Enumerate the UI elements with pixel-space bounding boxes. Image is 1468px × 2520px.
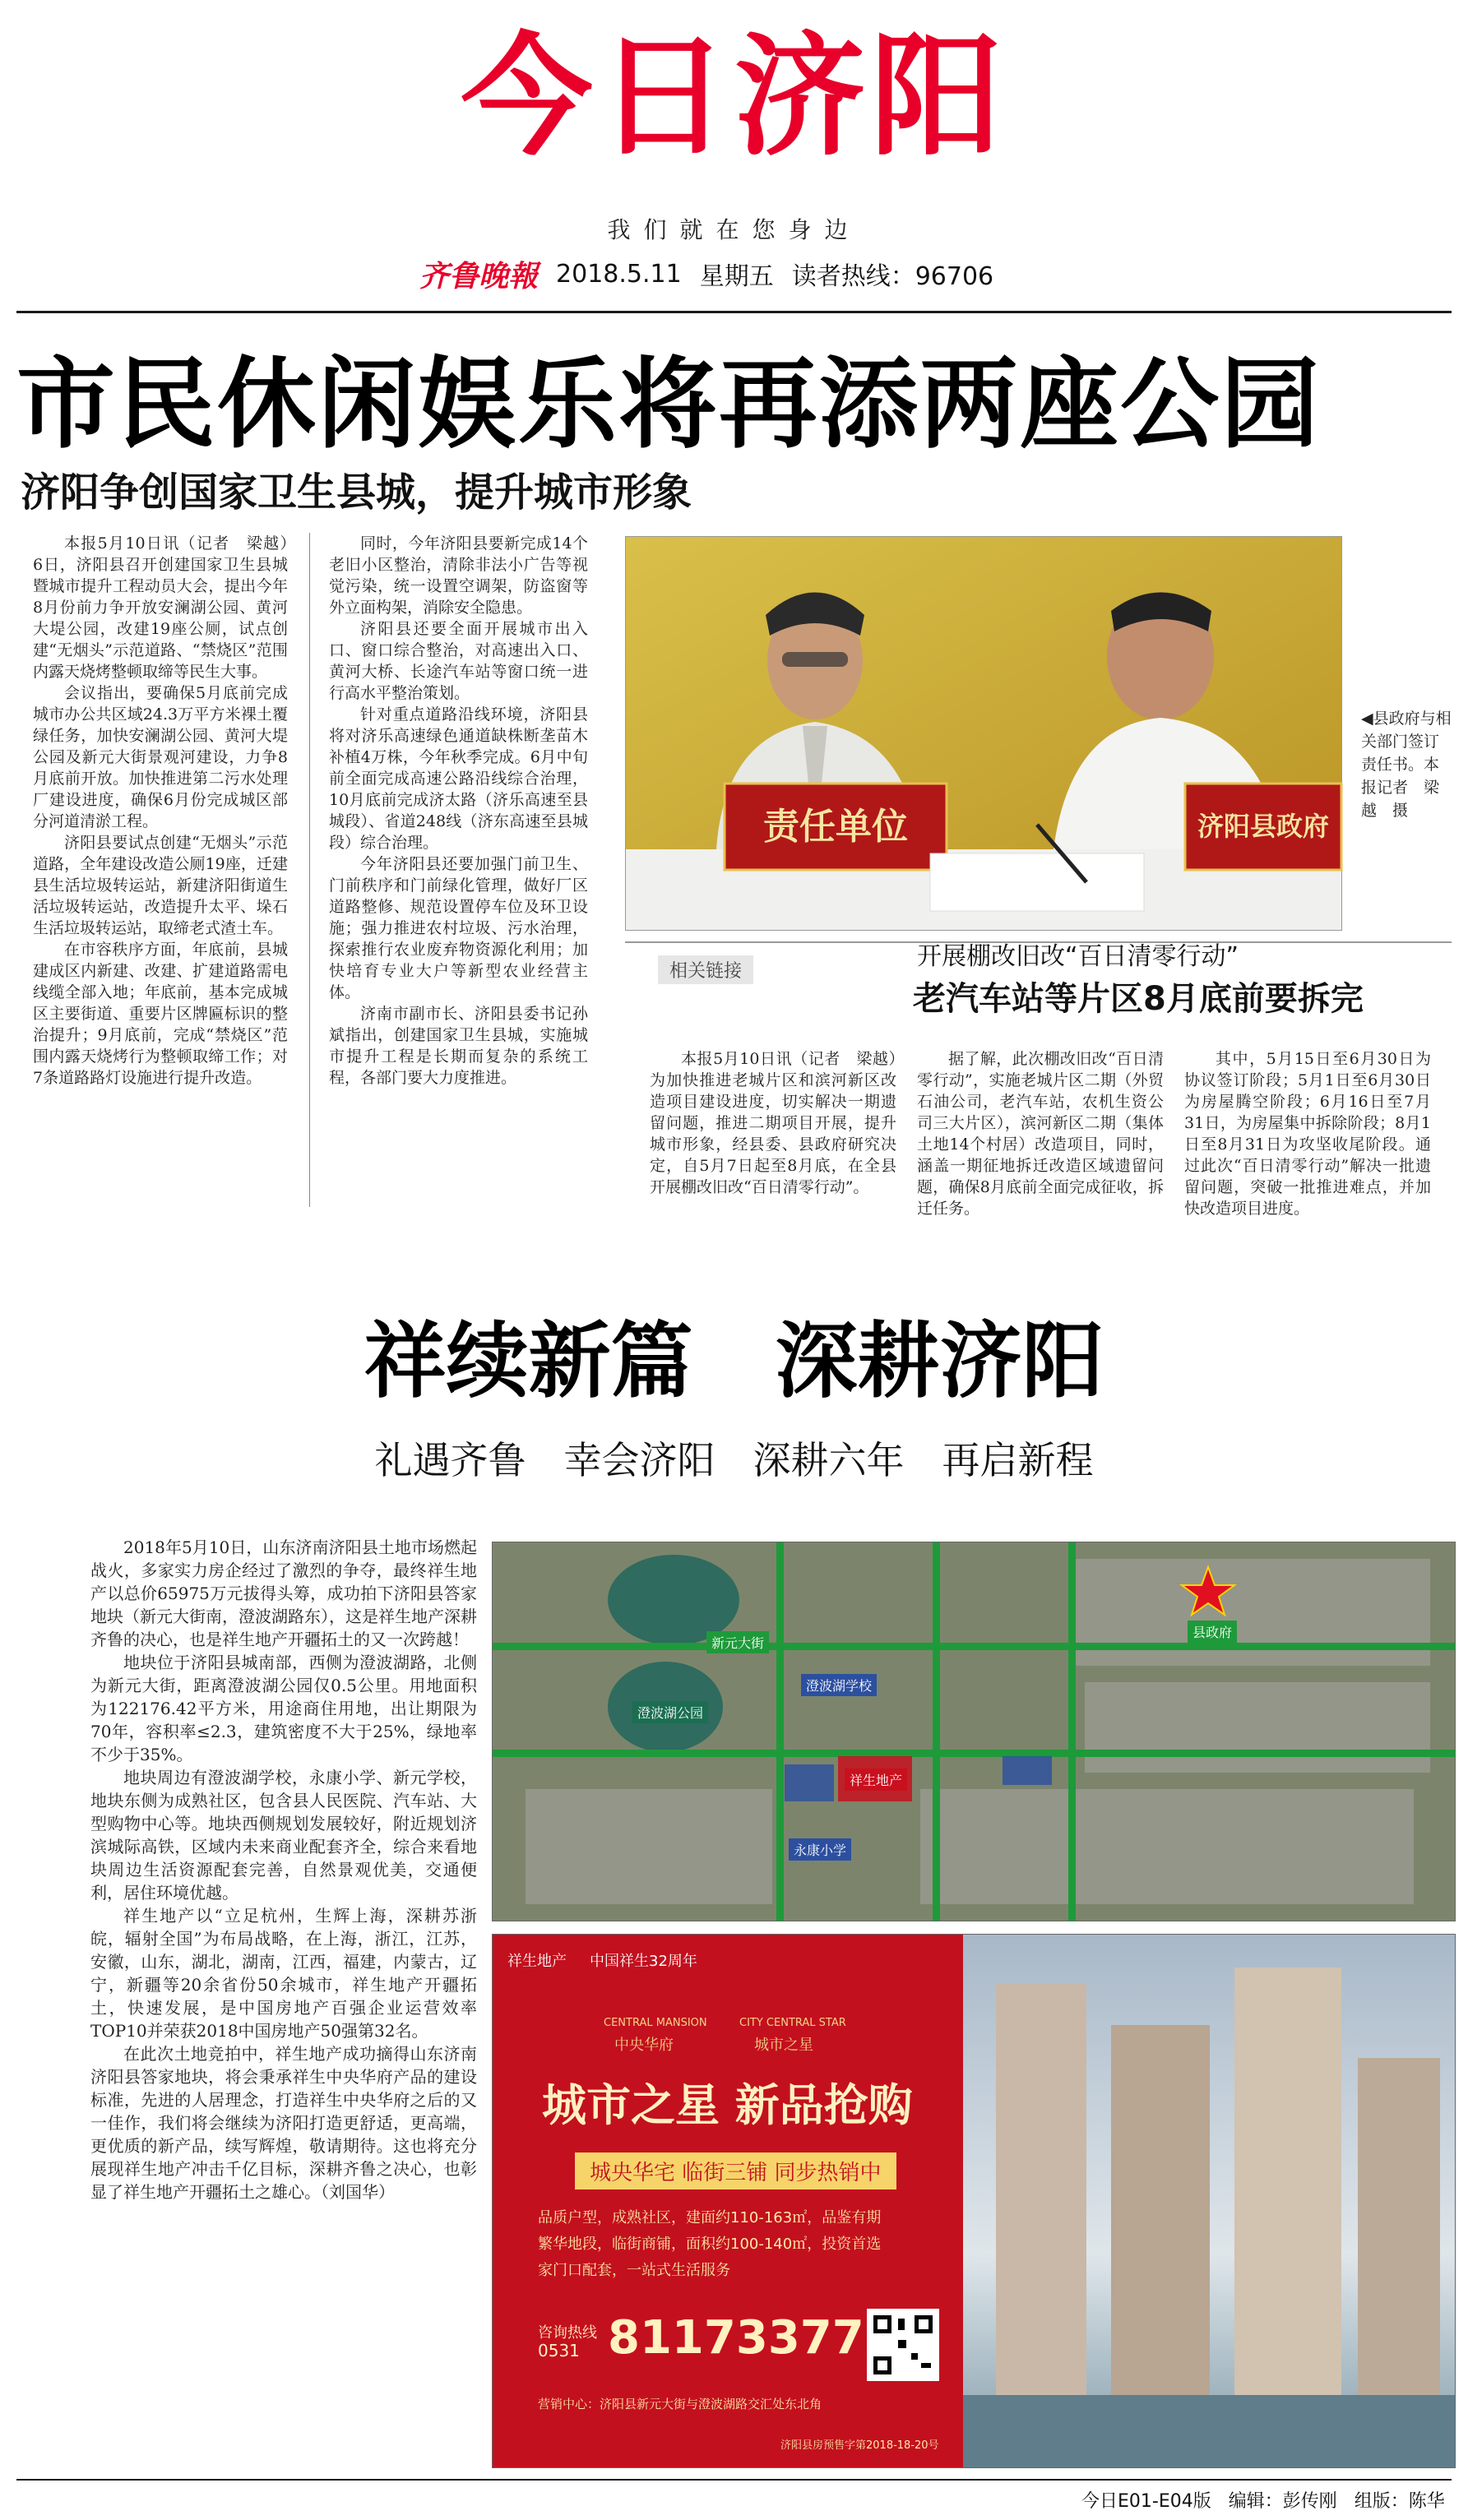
property-advertisement [492, 1934, 1456, 2468]
map-label-government: 县政府 [1188, 1621, 1237, 1643]
related-column-1 [650, 1048, 913, 1295]
paragraph: 在此次土地竞拍中，祥生地产成功摘得山东济南济阳县答家地块，将会秉承祥生中央华府产品的建设标准，先进的人居理念，打造祥生中央华府之后的又一佳作，我们将会继续为济阳打造更舒适，更高端，更优质的新产品，续写辉煌，敬请期待。这也将充分展现祥生地产冲击千亿目标，深耕齐鲁之决心，也彰显了祥生地产开疆拓土之雄心。（刘国华） [90, 2044, 477, 2202]
ad-address: 营销中心：济阳县新元大街与澄波湖路交汇处东北角 [538, 2397, 822, 2411]
ad-area-code: 0531 [538, 2341, 580, 2360]
related-kicker: 开展棚改旧改“百日清零行动” [917, 942, 1239, 971]
satellite-map-image [493, 1542, 1455, 1921]
related-column-2 [917, 1048, 1164, 1295]
ad-hotline-label: 咨询热线 [538, 2324, 597, 2342]
related-link-label: 相关链接 [658, 955, 753, 984]
footer-info [1081, 2487, 1445, 2513]
paragraph: 地块位于济阳县城南部，西侧为澄波湖路，北侧为新元大街，距离澄波湖公园仅0.5公里。用地面积为122176.42平方米，用途商住用地，出让期限为70年，容积率≤2.3，建筑密度不大于25%，绿地率不少于35%。 [90, 1653, 477, 1764]
paragraph: 济阳县要试点创建“无烟头”示范道路，全年建设改造公厕19座，迁建县生活垃圾转运站，新建济阳街道生活垃圾转运站，改造提升太平、垛石生活垃圾转运站，取缔老式渣土车。 [33, 834, 288, 937]
ad-license: 济阳县房预售字第2018-18-20号 [780, 2439, 939, 2452]
issue-weekday: 星期五 [699, 262, 774, 291]
qr-code [867, 2309, 939, 2381]
map-label-park: 澄波湖公园 [632, 1701, 708, 1723]
related-column-3 [1184, 1048, 1431, 1295]
ad-strip: 城央华宅 临街三铺 同步热销中 [575, 2152, 896, 2189]
ad-info-2: 繁华地段，临街商铺，面积约100-140㎡，投资首选 [538, 2236, 882, 2253]
signing-photo-image [626, 537, 1341, 930]
lead-headline: 市民休闲娱乐将再添两座公园 [16, 348, 1321, 462]
map-label-site: 祥生地产 [845, 1769, 907, 1791]
map-label-xinyuan-street: 新元大街 [706, 1631, 769, 1653]
column-divider [309, 533, 310, 1207]
paragraph: 其中，5月15日至6月30日为协议签订阶段；5月1日至6月30日为房屋腾空阶段；6月16日至7月31日，为房屋集中拆除阶段；8月1日至8月31日为攻坚收尾阶段。通过此次“百日清零行动”解决一批遗留问题，突破一批推进难点，并加快改造项目进度。 [1184, 1050, 1431, 1218]
footer-layout: 组版：陈华 [1354, 2491, 1445, 2512]
ad-building-render [963, 1935, 1455, 2467]
paragraph: 地块周边有澄波湖学校，永康小学、新元学校，地块东侧为成熟社区，包含县人民医院、汽车站、大型购物中心等。地块西侧规划发展较好，附近规划济滨城际高铁，区域内未来商业配套齐全，综合来看地块周边生活资源配套完善，自然景观优美，交通便利，居住环境优越。 [90, 1768, 477, 1903]
qr-code-image [870, 2312, 936, 2378]
paragraph: 济阳县还要全面开展城市出入口、窗口综合整治，对高速出入口、黄河大桥、长途汽车站等窗口统一进行高水平整治策划。 [329, 620, 588, 702]
map-label-school: 澄波湖学校 [801, 1674, 877, 1696]
footer-editor: 编辑：彭传刚 [1228, 2491, 1337, 2512]
masthead-title: 今日济阳 [461, 20, 1007, 173]
ad-phone-number: 81173377 [608, 2311, 864, 2365]
paragraph: 针对重点道路沿线环境，济阳县将对济乐高速绿色通道缺株断垄苗木补植4万株，今年秋季完成。6月中旬前全面完成高速公路沿线综合治理，10月底前完成济太路（济乐高速至县城段）、省道248线（济东高速至县城段）综合治理。 [329, 705, 588, 852]
feature-headline: 祥续新篇 深耕济阳 [364, 1313, 1104, 1409]
paragraph: 本报5月10日讯（记者 梁越） 6日，济阳县召开创建国家卫生县城暨城市提升工程动员大会，提出今年8月份前力争开放安澜湖公园、黄河大堤公园，改建19座公厕，试点创建“无烟头”示范道路、“禁烧区”范围内露天烧烤整顿取缔等民生大事。 [33, 534, 304, 681]
ad-brand: 祥生地产 [507, 1953, 567, 1970]
ad-project1-en: CENTRAL MANSION [604, 2017, 707, 2029]
banner-county-government: 济阳县政府 [1197, 811, 1329, 842]
ad-info-1: 品质户型，成熟社区，建面约110-163㎡，品鉴有期 [538, 2209, 882, 2226]
newspaper-name: 齐鲁晚報 [419, 258, 539, 294]
signing-photo [625, 536, 1342, 931]
lead-subhead: 济阳争创国家卫生县城，提升城市形象 [21, 469, 692, 516]
ad-project2-en: CITY CENTRAL STAR [739, 2017, 846, 2029]
footer-rule [16, 2479, 1452, 2481]
ad-anniversary: 中国祥生32周年 [590, 1953, 697, 1970]
reader-hotline: 读者热线：96706 [791, 262, 994, 291]
paragraph: 济南市副市长、济阳县委书记孙斌指出，创建国家卫生县城，实施城市提升工程是长期而复杂的系统工程，各部门要大力度推进。 [329, 1005, 588, 1087]
map-label-primary-school: 永康小学 [789, 1838, 851, 1861]
feature-subline: 礼遇齐鲁 幸会济阳 深耕六年 再启新程 [374, 1438, 1094, 1482]
lead-column-2 [329, 533, 588, 1215]
masthead-slogan: 我们就在您身边 [607, 216, 861, 243]
banner-responsible-unit: 责任单位 [763, 806, 908, 848]
paragraph: 2018年5月10日，山东济南济阳县土地市场燃起战火，多家实力房企经过了激烈的争夺，最终祥生地产以总价65975万元拔得头筹，成功拍下济阳县答家地块（新元大街南，澄波湖路东），这是祥生地产深耕齐鲁的决心，也是祥生地产开疆拓土的又一次跨越！ [90, 1537, 477, 1649]
paragraph: 本报5月10日讯（记者 梁越） 为加快推进老城片区和滨河新区改造项目建设进度，切实解决一期遗留问题，推进二期项目开展，提升城市形象，经县委、县政府研究决定，自5月7日起至8月底，在全县开展棚改旧改“百日清零行动”。 [650, 1050, 913, 1196]
paragraph: 据了解，此次棚改旧改“百日清零行动”，实施老城片区二期（外贸石油公司，老汽车站，农机生资公司三大片区），滨河新区二期（集体土地14个村居）改造项目，同时，涵盖一期征地拆迁改造区域遗留问题，确保8月底前全面完成征收，拆迁任务。 [917, 1050, 1164, 1218]
related-title: 老汽车站等片区8月底前要拆完 [913, 980, 1364, 1018]
photo-caption: ◀县政府与相关部门签订责任书。本报记者 梁越 摄 [1361, 710, 1452, 820]
ad-headline: 城市之星 新品抢购 [542, 2079, 913, 2131]
paragraph: 祥生地产以“立足杭州，生辉上海，深耕苏浙皖，辐射全国”为布局战略，在上海，浙江，江苏，安徽，山东，湖北，湖南，江西，福建，内蒙古，辽宁，新疆等20余省份50余城市，祥生地产开疆拓土，快速发展，是中国房地产百强企业运营效率TOP10并荣获2018中国房地产50强第32名。 [90, 1906, 477, 2041]
lead-column-1 [33, 533, 304, 1215]
ad-project2: 城市之星 [754, 2037, 813, 2054]
paragraph: 在市容秩序方面，年底前，县城建成区内新建、改建、扩建道路需电线缆全部入地；年底前，基本完成城区主要街道、重要片区牌匾标识的整治提升；9月底前，完成“禁烧区”范围内露天烧烤行为整顿取缔工作；对7条道路路灯设施进行提升改造。 [33, 941, 288, 1087]
feature-body [90, 1536, 477, 2453]
tower-render-image [963, 1935, 1455, 2467]
masthead-rule [16, 311, 1452, 313]
ad-project1: 中央华府 [614, 2037, 674, 2054]
paragraph: 同时，今年济阳县要新完成14个老旧小区整治，清除非法小广告等视觉污染，统一设置空调架，防盗窗等外立面构架，消除安全隐患。 [329, 534, 588, 617]
footer-pages: 今日E01-E04版 [1081, 2491, 1211, 2512]
site-map [492, 1542, 1456, 1921]
ad-red-panel [493, 1935, 963, 2467]
publication-info [419, 253, 993, 294]
ad-info-3: 家门口配套，一站式生活服务 [538, 2262, 730, 2279]
paragraph: 会议指出，要确保5月底前完成城市办公共区域24.3万平方米裸土覆绿任务，加快安澜湖公园、黄河大堤公园及新元大街景观河建设，力争8月底前开放。加快推进第二污水处理厂建设进度，确保6月份完成城区部分河道清淤工程。 [33, 684, 288, 830]
paragraph: 今年济阳县还要加强门前卫生、门前秩序和门前绿化管理，做好厂区道路整修、规范设置停车位及环卫设施；强力推进农村垃圾、污水治理，探索推行农业废弃物资源化利用；加快培育专业大户等新型农业经营主体。 [329, 855, 588, 1001]
issue-date: 2018.5.11 [556, 259, 682, 289]
